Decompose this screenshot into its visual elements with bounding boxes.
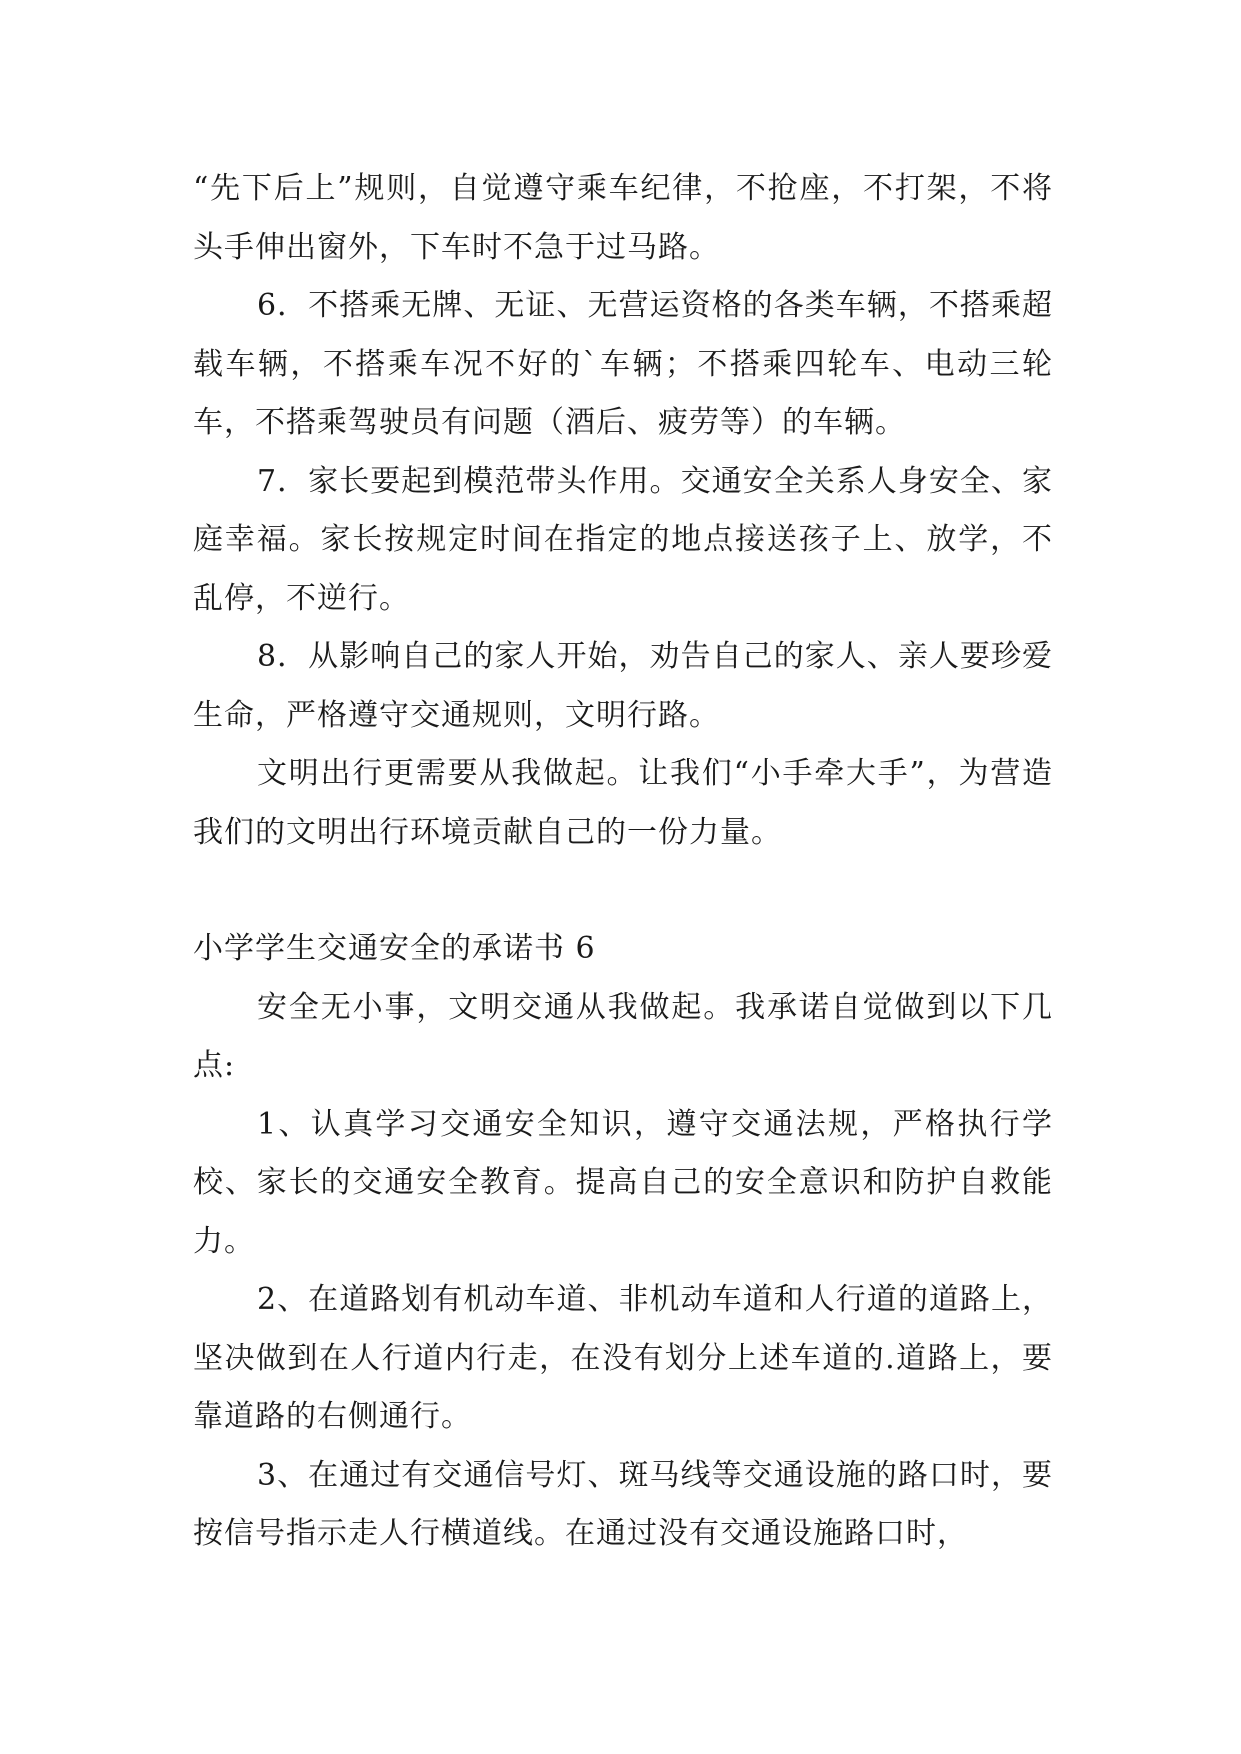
- paragraph-item-2: 2、在道路划有机动车道、非机动车道和人行道的道路上，坚决做到在人行道内行走，在没有划分上述车道的.道路上，要靠道路的右侧通行。: [193, 1282, 1053, 1434]
- paragraph-item-1: 1、认真学习交通安全知识，遵守交通法规，严格执行学校、家长的交通安全教育。提高自己的安全意识和防护自救能力。: [193, 1106, 1053, 1259]
- section-title: 小学学生交通安全的承诺书 6: [193, 931, 596, 966]
- paragraph-continued-rules: “先下后上”规则，自觉遵守乘车纪律，不抢座，不打架，不将头手伸出窗外，下车时不急于过马路。: [193, 171, 1053, 265]
- paragraph-item-3: 3、在通过有交通信号灯、斑马线等交通设施的路口时，要按信号指示走人行横道线。在通过没有交通设施路口时，: [193, 1457, 1053, 1551]
- paragraph-item-7: 7．家长要起到模范带头作用。交通安全关系人身安全、家庭幸福。家长按规定时间在指定的地点接送孩子上、放学，不乱停，不逆行。: [193, 463, 1053, 616]
- paragraph-intro: 安全无小事，文明交通从我做起。我承诺自觉做到以下几点:: [193, 989, 1053, 1083]
- document-body: [193, 160, 1053, 1564]
- paragraph-item-6: 6．不搭乘无牌、无证、无营运资格的各类车辆，不搭乘超载车辆，不搭乘车况不好的`车辆；不搭乘四轮车、电动三轮车，不搭乘驾驶员有问题（酒后、疲劳等）的车辆。: [193, 288, 1053, 440]
- paragraph-item-8: 8．从影响自己的家人开始，劝告自己的家人、亲人要珍爱生命，严格遵守交通规则，文明行路。: [193, 639, 1053, 733]
- paragraph-closing: 文明出行更需要从我做起。让我们“小手牵大手”，为营造我们的文明出行环境贡献自己的一份力量。: [193, 756, 1053, 850]
